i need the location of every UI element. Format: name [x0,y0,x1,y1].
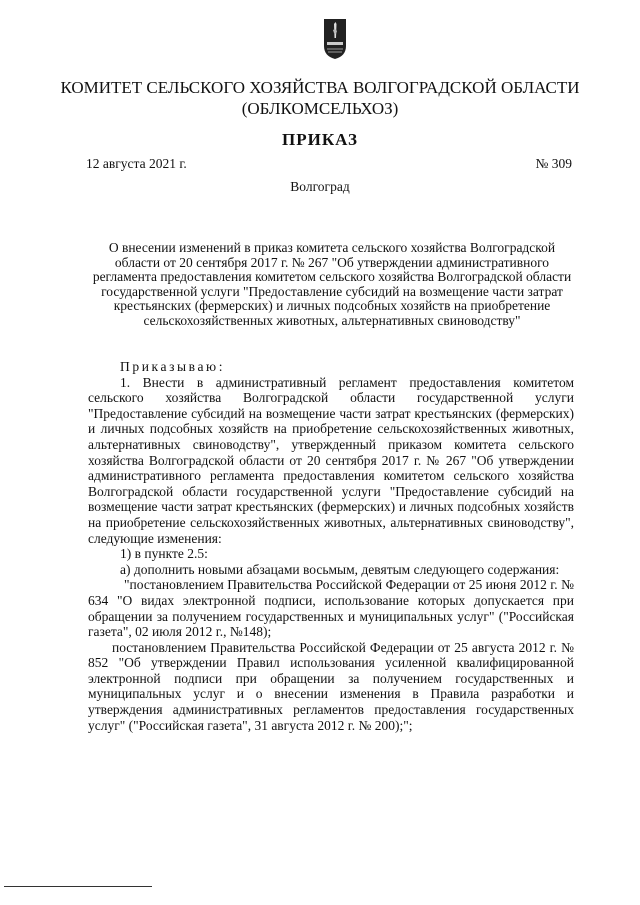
document-number: № 309 [535,156,572,171]
organization-name: КОМИТЕТ СЕЛЬСКОГО ХОЗЯЙСТВА ВОЛГОГРАДСКОЙ ОБЛАСТИ [60,78,580,97]
document-subject: О внесении изменений в приказ комитета сельского хозяйства Волгоградской области от 20 сентября 2017 г. № 267 "Об утверждении административного регламента предоставления комитетом сельского хозяйства Волгоградской области государственной услуги "Предоставление субсидий на возмещение части затрат крестьянских (фермерских) и личных подсобных хозяйств на приобретение сельскохозяйственных животных, альтернативных свиноводству" [92,240,572,328]
coat-of-arms-icon [323,18,347,60]
paragraph-5: постановлением Правительства Российской Федерации от 25 августа 2012 г. № 852 "Об утверждении Правил использования усиленной квалифицированной электронной подписи при обращении за получением государственных и муниципальных услуг и о внесении изменения в Правила разработки и утверждения административных регламентов предоставления государственных услуг" ("Российская газета", 31 августа 2012 г. № 200);"; [88,639,574,733]
document-title: ПРИКАЗ [282,130,358,149]
document-city: Волгоград [290,179,350,194]
document-date: 12 августа 2021 г. [86,156,187,171]
paragraph-1: 1. Внести в административный регламент предоставления комитетом сельского хозяйства Волгоградской области государственной услуги "Предоставление субсидий на возмещение части затрат крестьянских (фермерских) и личных подсобных хозяйств на приобретение сельскохозяйственных животных, альтернативных свиноводству", утвержденный приказом комитета сельского хозяйства Волгоградской области от 20 сентября 2017 г. № 267 "Об утверждении административного регламента предоставления комитетом сельского хозяйства Волгоградской области государственной услуги "Предоставление субсидий на возмещение части затрат крестьянских (фермерских) и личных подсобных хозяйств на приобретение сельскохозяйственных животных, альтернативных свиноводству", следующие изменения: [88,374,574,546]
order-word: Приказываю: [120,359,226,374]
paragraph-3: а) дополнить новыми абзацами восьмым, девятым следующего содержания: [120,561,560,577]
document-body [88,359,574,733]
organization-abbreviation: (ОБЛКОМСЕЛЬХОЗ) [241,99,399,118]
footnote-separator [4,886,152,887]
paragraph-4: "постановлением Правительства Российской Федерации от 25 июня 2012 г. № 634 "О видах электронной подписи, использование которых допускается при обращении за получением государственных и муниципальных услуг" ("Российская газета", 02 июля 2012 г., №148); [88,577,574,640]
paragraph-2: 1) в пункте 2.5: [120,546,208,562]
